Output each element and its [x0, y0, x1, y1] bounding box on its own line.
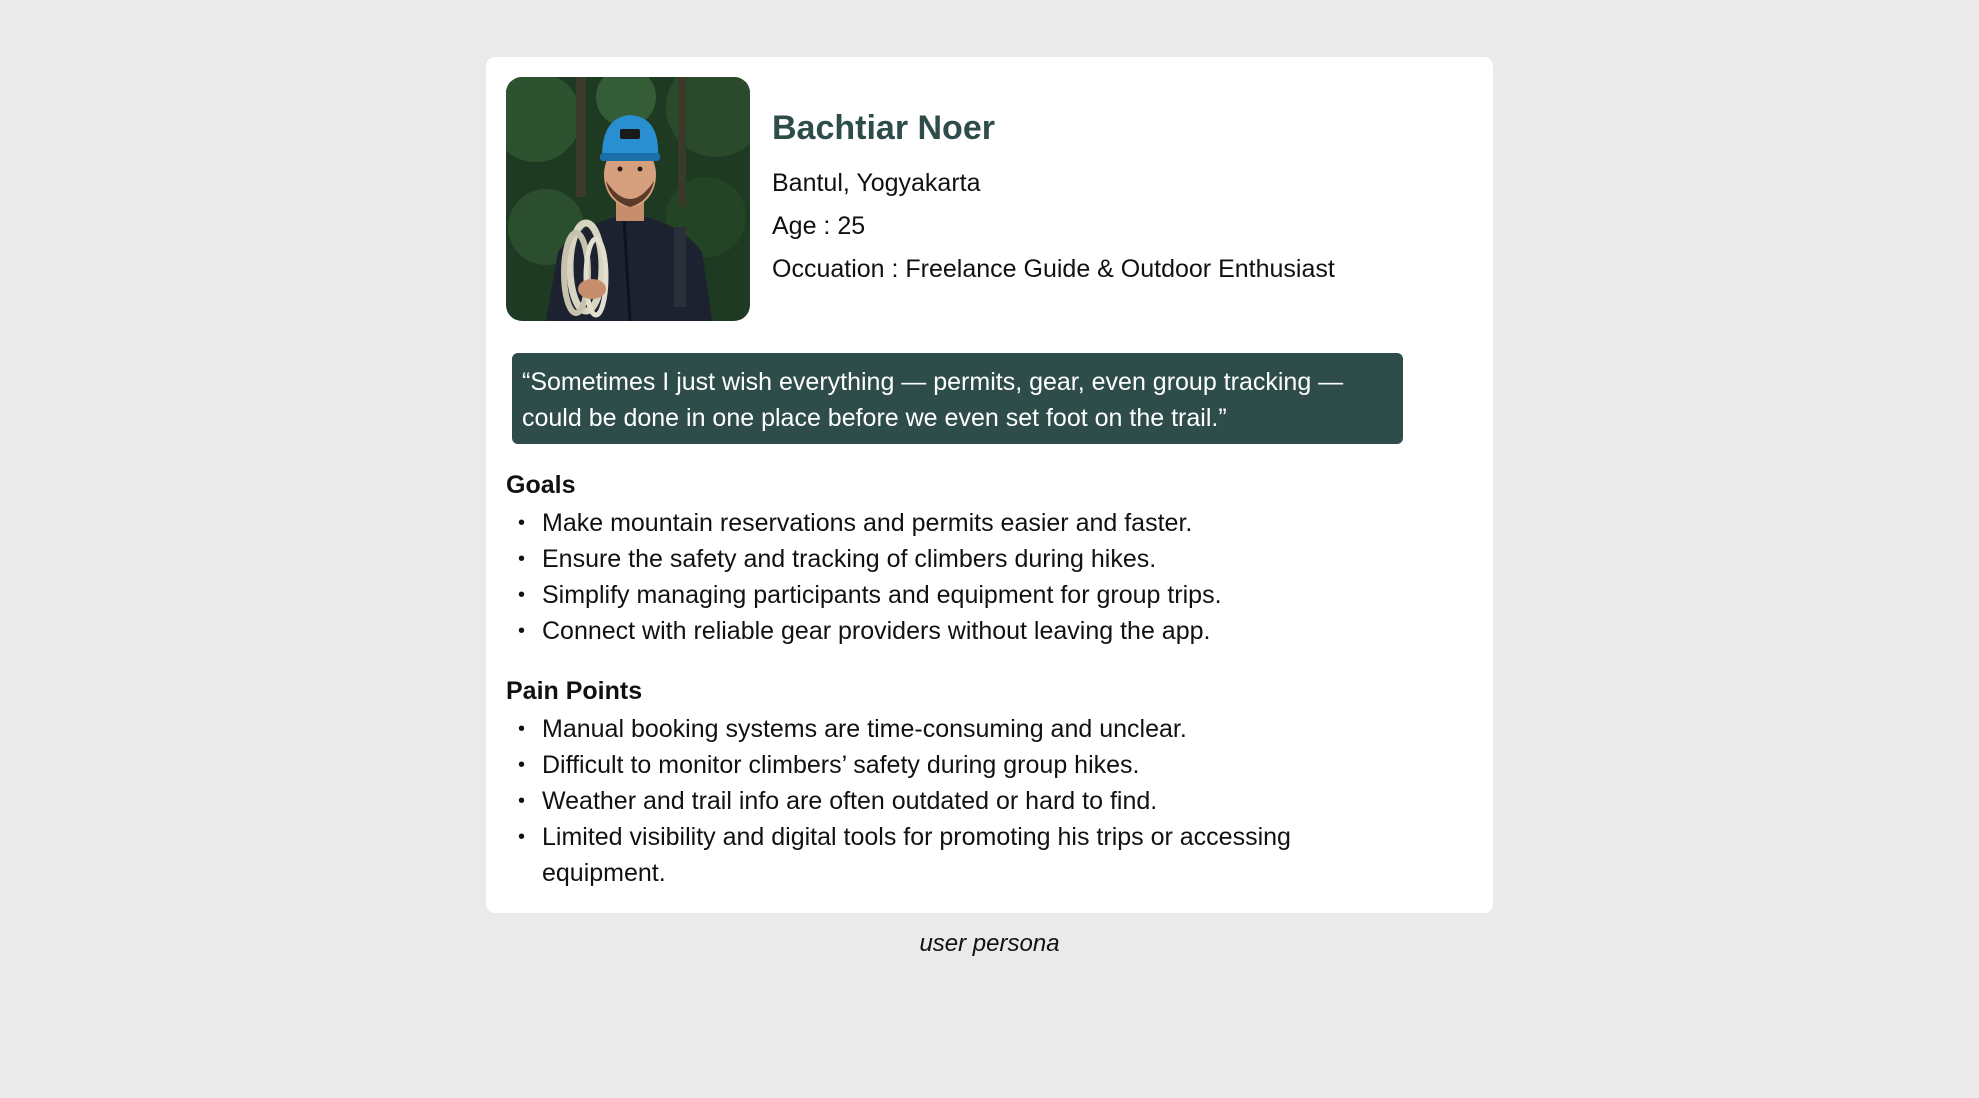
- pain-point-item: • Weather and trail info are often outdated or hard to find.: [506, 783, 1406, 819]
- persona-quote: [512, 353, 1403, 444]
- pain-point-item: • Manual booking systems are time-consuming and unclear.: [506, 711, 1406, 747]
- pain-point-item: • Limited visibility and digital tools for promoting his trips or accessing equipment.: [506, 819, 1406, 891]
- goal-item: • Simplify managing participants and equipment for group trips.: [506, 577, 1406, 613]
- goal-item: • Connect with reliable gear providers without leaving the app.: [506, 613, 1406, 649]
- pain-points-title: Pain Points: [506, 677, 643, 705]
- pain-points-list: [506, 711, 1406, 891]
- goals-title: Goals: [506, 471, 576, 499]
- persona-photo: [506, 77, 750, 321]
- pain-point-item: • Difficult to monitor climbers’ safety during group hikes.: [506, 747, 1406, 783]
- persona-occupation: Occuation : Freelance Guide & Outdoor Enthusiast: [772, 255, 1335, 283]
- goal-item: • Make mountain reservations and permits easier and faster.: [506, 505, 1406, 541]
- persona-location: Bantul, Yogyakarta: [772, 169, 981, 197]
- figure-caption: user persona: [919, 930, 1060, 957]
- persona-name: Bachtiar Noer: [772, 109, 995, 147]
- goal-item: • Ensure the safety and tracking of climbers during hikes.: [506, 541, 1406, 577]
- persona-card: [486, 57, 1493, 913]
- goals-list: [506, 505, 1406, 649]
- persona-age: Age : 25: [772, 212, 866, 240]
- quote-text: “Sometimes I just wish everything — permits, gear, even group tracking — could be done in one place before we even set foot on the trail.”: [522, 368, 1344, 432]
- persona-portrait-icon: [506, 77, 750, 321]
